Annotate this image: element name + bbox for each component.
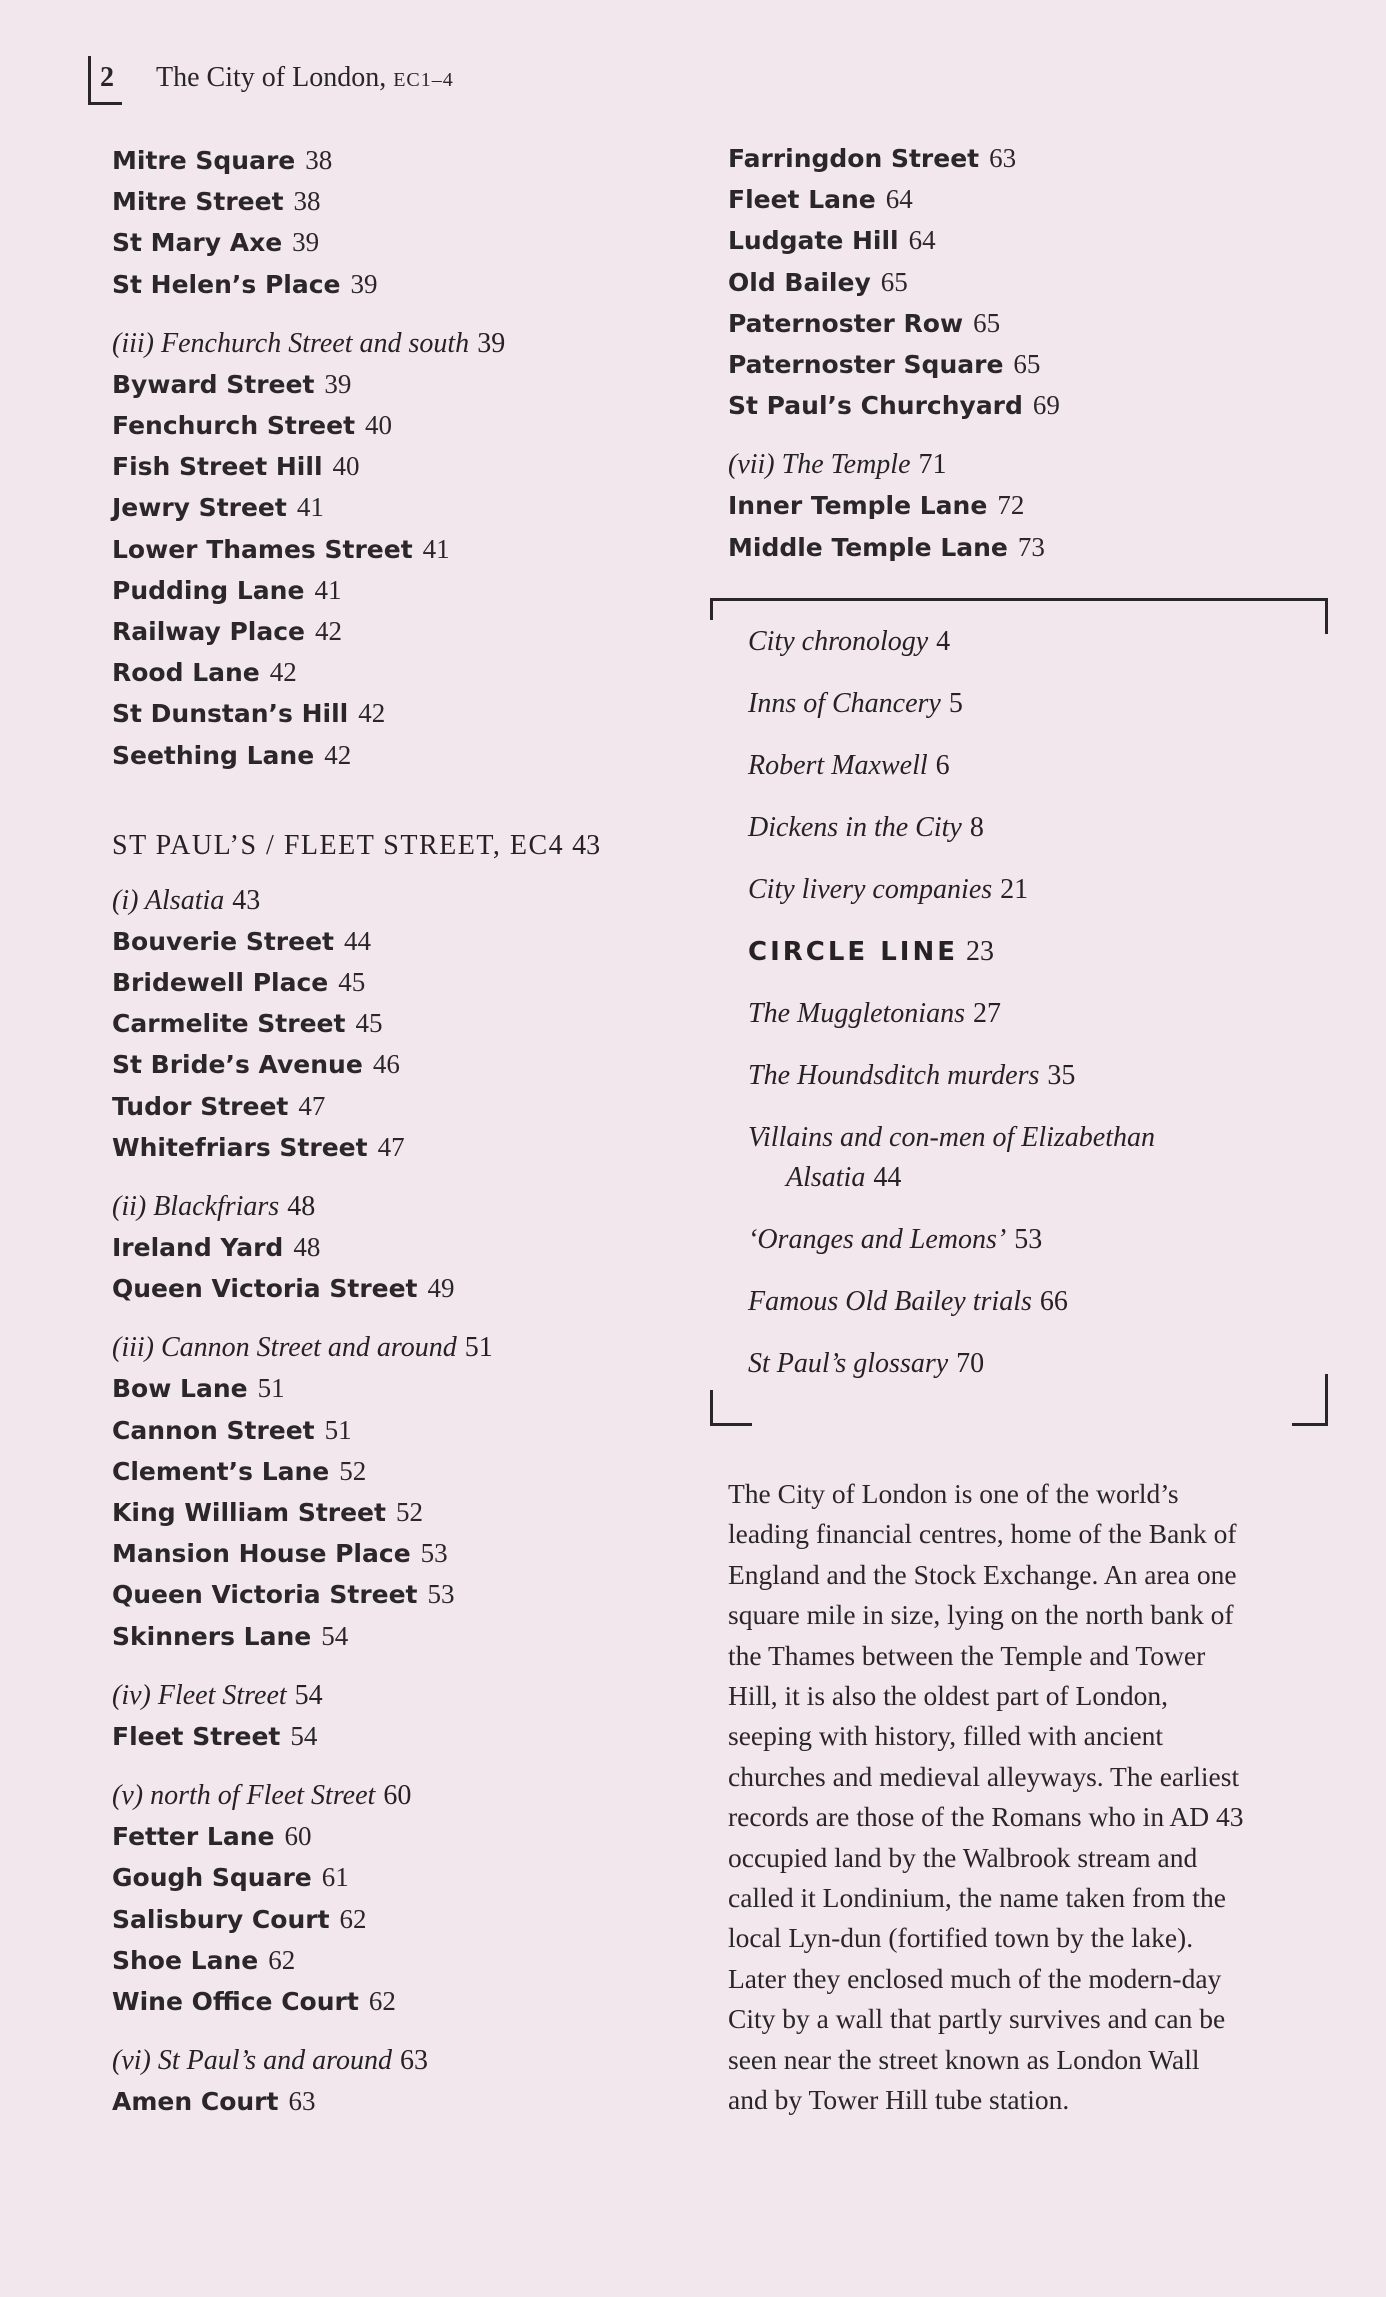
entry-page-number: 39 <box>477 327 506 359</box>
feature-page-number: 44 <box>873 1162 902 1193</box>
entry-page-number: 60 <box>383 1780 412 1812</box>
subsection-heading <box>112 1327 692 1368</box>
intro-line: City by a wall that partly survives and can be <box>728 2003 1226 2035</box>
street-entry <box>112 1574 692 1615</box>
entry-name: Wine Office Court <box>112 1986 359 2016</box>
street-entry <box>112 487 692 528</box>
entry-name: Railway Place <box>112 617 305 647</box>
entry-name: (iii) Cannon Street and around <box>112 1332 457 1364</box>
feature-name: City livery companies <box>748 874 993 905</box>
entry-name: (ii) Blackfriars <box>112 1191 280 1223</box>
subsection-heading <box>112 1775 692 1816</box>
entry-page-number: 63 <box>989 143 1017 173</box>
index-column-right <box>728 138 1328 568</box>
street-entry <box>112 529 692 570</box>
district-heading <box>112 830 692 862</box>
intro-line: Later they enclosed much of the modern-day <box>728 1962 1222 1994</box>
entry-name: (iv) Fleet Street <box>112 1679 287 1711</box>
entry-name: Clement’s Lane <box>112 1456 330 1486</box>
street-entry <box>112 1616 692 1657</box>
entry-name: Ludgate Hill <box>728 226 899 256</box>
entry-name: St Bride’s Avenue <box>112 1050 363 1080</box>
feature-entry <box>748 1118 1155 1198</box>
entry-name: St Dunstan’s Hill <box>112 699 349 729</box>
feature-entry <box>748 1056 1075 1096</box>
street-entry <box>728 485 1328 526</box>
feature-entry <box>748 622 950 662</box>
intro-line: leading financial centres, home of the Bank of <box>728 1518 1237 1550</box>
street-entry <box>112 1368 692 1409</box>
entry-page-number: 62 <box>368 1985 396 2016</box>
street-entry <box>112 921 692 962</box>
intro-line: occupied land by the Walbrook stream and <box>728 1841 1198 1873</box>
entry-name: Rood Lane <box>112 658 260 688</box>
street-entry <box>112 1127 692 1168</box>
entry-name: Inner Temple Lane <box>728 491 988 521</box>
intro-line: England and the Stock Exchange. An area one <box>728 1558 1237 1590</box>
subsection-heading <box>112 880 692 921</box>
entry-page-number: 69 <box>1032 390 1060 421</box>
intro-line: Hill, it is also the oldest part of London, <box>728 1680 1168 1712</box>
entry-page-number: 64 <box>908 225 936 256</box>
header-corner-rule <box>88 56 91 102</box>
feature-name: Dickens in the City <box>748 812 962 843</box>
subsection-heading <box>112 323 692 364</box>
entry-name: Paternoster Square <box>728 350 1004 380</box>
entry-name: (i) Alsatia <box>112 884 225 916</box>
entry-page-number: 41 <box>314 574 342 605</box>
entry-name: St Helen’s Place <box>112 269 341 299</box>
feature-page-number: 6 <box>935 750 950 781</box>
street-entry <box>112 1451 692 1492</box>
entry-name: Queen Victoria Street <box>112 1274 418 1304</box>
box-corner-top-right-v <box>1325 598 1328 634</box>
entry-name: (v) north of Fleet Street <box>112 1780 376 1812</box>
entry-name: Seething Lane <box>112 740 315 770</box>
feature-name: Villains and con-men of Elizabethan <box>748 1122 1155 1153</box>
entry-name: (vii) The Temple <box>728 449 911 481</box>
feature-page-number: 66 <box>1039 1286 1068 1317</box>
entry-name: Lower Thames Street <box>112 534 413 564</box>
entry-page-number: 73 <box>1017 531 1045 562</box>
entry-name: Middle Temple Lane <box>728 532 1008 562</box>
entry-name: (vi) St Paul’s and around <box>112 2045 392 2077</box>
entry-name: Bouverie Street <box>112 926 334 956</box>
entry-page-number: 51 <box>257 1373 285 1404</box>
street-entry <box>728 303 1328 344</box>
entry-name: Paternoster Row <box>728 308 964 338</box>
entry-name: Jewry Street <box>112 493 287 523</box>
entry-page-number: 39 <box>292 227 320 258</box>
entry-page-number: 52 <box>395 1497 423 1528</box>
entry-page-number: 61 <box>321 1862 349 1893</box>
street-entry <box>112 1899 692 1940</box>
feature-entry <box>748 870 1028 910</box>
entry-name: Pudding Lane <box>112 575 305 605</box>
entry-page-number: 47 <box>377 1131 405 1162</box>
street-entry <box>112 1410 692 1451</box>
entry-name: Gough Square <box>112 1863 312 1893</box>
header-corner-rule-bottom <box>88 102 122 105</box>
entry-page-number: 40 <box>332 451 360 482</box>
entry-page-number: 42 <box>358 698 386 729</box>
street-entry <box>112 693 692 734</box>
street-entry <box>112 1227 692 1268</box>
entry-page-number: 51 <box>464 1332 493 1364</box>
entry-name: Cannon Street <box>112 1415 315 1445</box>
feature-name: City chronology <box>748 626 929 657</box>
entry-page-number: 54 <box>294 1679 323 1711</box>
entry-page-number: 43 <box>572 829 601 861</box>
street-entry <box>112 1816 692 1857</box>
entry-name: ST PAUL’S / FLEET STREET, EC4 <box>112 829 565 861</box>
entry-page-number: 38 <box>293 186 321 217</box>
feature-name: ‘Oranges and Lemons’ <box>748 1224 1007 1255</box>
entry-name: Queen Victoria Street <box>112 1580 418 1610</box>
feature-entry <box>748 994 1001 1034</box>
street-entry <box>112 222 692 263</box>
feature-name: Robert Maxwell <box>748 750 928 781</box>
subsection-heading <box>112 2040 692 2081</box>
entry-page-number: 43 <box>232 884 261 916</box>
entry-page-number: 65 <box>880 266 908 297</box>
street-entry <box>112 2081 692 2122</box>
box-corner-bottom-left-h <box>710 1423 752 1426</box>
intro-line: The City of London is one of the world’s <box>728 1478 1179 1509</box>
street-entry <box>112 962 692 1003</box>
street-entry <box>112 446 692 487</box>
street-entry <box>112 611 692 652</box>
feature-name-continuation <box>748 1158 1155 1198</box>
entry-page-number: 62 <box>268 1944 296 1975</box>
entry-name: (iii) Fenchurch Street and south <box>112 327 470 359</box>
feature-page-number: 21 <box>1000 874 1029 905</box>
entry-page-number: 65 <box>1013 349 1041 380</box>
entry-page-number: 47 <box>298 1090 326 1121</box>
intro-line: records are those of the Romans who in AD 43 <box>728 1801 1244 1833</box>
entry-name: Fenchurch Street <box>112 411 356 441</box>
street-entry <box>112 1533 692 1574</box>
entry-page-number: 53 <box>420 1538 448 1569</box>
street-entry <box>728 385 1328 426</box>
street-entry <box>112 1268 692 1309</box>
page-number: 2 <box>100 62 114 93</box>
feature-continuation-text: Alsatia <box>786 1162 866 1193</box>
entry-name: Fleet Lane <box>728 185 876 215</box>
feature-entry <box>748 1220 1042 1260</box>
feature-entry <box>748 684 963 724</box>
street-entry <box>112 735 692 776</box>
feature-page-number: 4 <box>936 626 951 657</box>
feature-name: St Paul’s glossary <box>748 1348 949 1379</box>
subsection-heading <box>112 1186 692 1227</box>
street-entry <box>728 527 1328 568</box>
feature-page-number: 35 <box>1047 1060 1076 1091</box>
entry-name: Mitre Square <box>112 146 296 175</box>
feature-entry <box>748 808 984 848</box>
entry-name: Fetter Lane <box>112 1822 275 1852</box>
box-corner-bottom-right-v <box>1325 1374 1328 1426</box>
entry-name: Byward Street <box>112 369 315 399</box>
street-entry <box>112 1857 692 1898</box>
street-entry <box>112 1003 692 1044</box>
street-entry <box>112 264 692 305</box>
intro-line: seen near the street known as London Wall <box>728 2043 1200 2075</box>
entry-name: Carmelite Street <box>112 1009 346 1039</box>
intro-line: seeping with history, filled with ancient <box>728 1720 1164 1752</box>
entry-page-number: 48 <box>287 1191 316 1223</box>
box-corner-bottom-right-h <box>1292 1423 1328 1426</box>
entry-page-number: 39 <box>350 268 378 299</box>
entry-name: Ireland Yard <box>112 1233 284 1263</box>
box-corner-bottom-left-v <box>710 1390 713 1426</box>
street-entry <box>728 138 1328 179</box>
entry-name: Mansion House Place <box>112 1539 411 1569</box>
street-entry <box>728 179 1328 220</box>
entry-name: Salisbury Court <box>112 1904 330 1934</box>
intro-line: the Thames between the Temple and Tower <box>728 1639 1206 1671</box>
feature-page-number: 53 <box>1014 1224 1043 1255</box>
street-entry <box>112 364 692 405</box>
entry-page-number: 54 <box>290 1720 318 1751</box>
feature-page-number: 5 <box>948 688 963 719</box>
intro-line: and by Tower Hill tube station. <box>728 2084 1070 2116</box>
entry-name: Fleet Street <box>112 1721 281 1751</box>
entry-name: Old Bailey <box>728 267 871 297</box>
street-entry <box>728 220 1328 261</box>
street-entry <box>728 262 1328 303</box>
street-entry <box>112 570 692 611</box>
entry-page-number: 60 <box>284 1821 312 1852</box>
feature-page-number: 27 <box>973 998 1001 1029</box>
feature-entry <box>748 746 950 786</box>
entry-name: Mitre Street <box>112 187 284 217</box>
feature-entry <box>748 1344 984 1384</box>
entry-name: Skinners Lane <box>112 1621 312 1651</box>
feature-heading-bold <box>748 932 994 972</box>
feature-name: CIRCLE LINE <box>748 937 958 967</box>
entry-page-number: 41 <box>296 492 324 523</box>
intro-line: called it Londinium, the name taken from the <box>728 1882 1226 1914</box>
feature-name: Inns of Chancery <box>748 688 941 719</box>
entry-page-number: 63 <box>400 2045 428 2077</box>
street-entry <box>112 1044 692 1085</box>
entry-name: Farringdon Street <box>728 144 980 173</box>
street-entry <box>112 1492 692 1533</box>
page-title-text: The City of London, <box>156 62 387 93</box>
intro-line: square mile in size, lying on the north bank of <box>728 1599 1234 1631</box>
entry-page-number: 52 <box>339 1455 367 1486</box>
entry-name: St Paul’s Churchyard <box>728 391 1023 421</box>
entry-page-number: 45 <box>338 967 366 998</box>
subsection-heading <box>112 1675 692 1716</box>
entry-name: Fish Street Hill <box>112 452 323 482</box>
entry-page-number: 54 <box>321 1620 349 1651</box>
intro-line: churches and medieval alleyways. The earliest <box>728 1760 1240 1792</box>
feature-page-number: 70 <box>956 1348 985 1379</box>
entry-page-number: 42 <box>315 616 342 647</box>
street-entry <box>112 1940 692 1981</box>
entry-page-number: 51 <box>324 1414 352 1445</box>
entry-page-number: 41 <box>422 533 450 564</box>
entry-page-number: 44 <box>344 925 371 956</box>
entry-page-number: 72 <box>997 490 1025 521</box>
street-entry <box>112 181 692 222</box>
subsection-heading <box>728 444 1328 485</box>
street-entry <box>728 344 1328 385</box>
entry-name: Bow Lane <box>112 1374 248 1404</box>
box-top-rule <box>710 598 1328 601</box>
feature-page-number: 23 <box>966 936 994 967</box>
entry-page-number: 46 <box>372 1049 400 1080</box>
entry-name: Bridewell Place <box>112 968 329 998</box>
box-corner-top-left-v <box>710 598 713 620</box>
index-column-left <box>112 140 692 2122</box>
entry-name: King William Street <box>112 1498 386 1528</box>
entry-page-number: 65 <box>973 307 1001 338</box>
entry-page-number: 39 <box>324 368 352 399</box>
street-entry <box>112 1981 692 2022</box>
intro-paragraph <box>728 1474 1328 2121</box>
entry-page-number: 49 <box>427 1273 455 1304</box>
entry-page-number: 48 <box>293 1232 321 1263</box>
street-entry <box>112 405 692 446</box>
entry-name: St Mary Axe <box>112 228 283 258</box>
entry-name: Amen Court <box>112 2087 279 2117</box>
street-entry <box>112 1086 692 1127</box>
entry-page-number: 71 <box>918 449 947 481</box>
entry-name: Shoe Lane <box>112 1945 259 1975</box>
feature-name: The Muggletonians <box>748 998 965 1029</box>
street-entry <box>112 652 692 693</box>
entry-name: Whitefriars Street <box>112 1132 368 1162</box>
entry-page-number: 53 <box>427 1579 455 1610</box>
features-box <box>710 598 1328 1426</box>
page-title <box>156 62 454 94</box>
street-entry <box>112 140 692 181</box>
feature-name: Famous Old Bailey trials <box>748 1286 1032 1317</box>
entry-page-number: 64 <box>885 184 913 215</box>
entry-page-number: 42 <box>324 739 352 770</box>
page-title-postcode: EC1–4 <box>393 69 454 91</box>
entry-page-number: 42 <box>269 657 297 688</box>
intro-line: local Lyn-dun (fortified town by the lake). <box>728 1922 1194 1954</box>
entry-page-number: 40 <box>365 410 393 441</box>
entry-page-number: 63 <box>288 2086 316 2117</box>
entry-name: Tudor Street <box>112 1091 289 1121</box>
feature-name: The Houndsditch murders <box>748 1060 1040 1091</box>
entry-page-number: 45 <box>355 1008 383 1039</box>
entry-page-number: 62 <box>339 1903 367 1934</box>
feature-entry <box>748 1282 1068 1322</box>
feature-page-number: 8 <box>969 812 984 843</box>
street-entry <box>112 1716 692 1757</box>
entry-page-number: 38 <box>305 145 333 175</box>
